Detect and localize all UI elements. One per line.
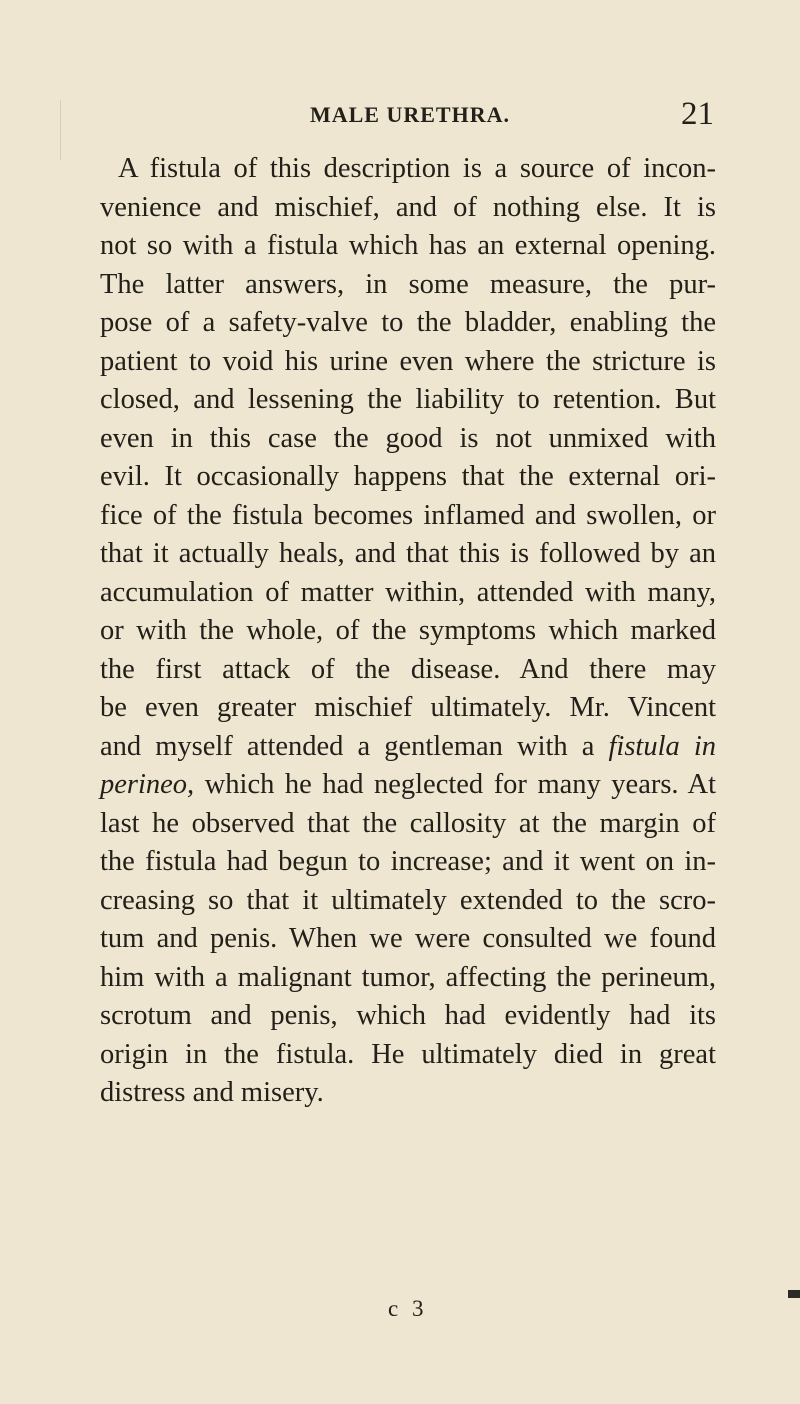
text-line: evil. It occasionally happens that the external ori- <box>100 461 716 492</box>
text-line: him with a malignant tumor, affecting the perineum, <box>100 961 716 993</box>
text-line: origin in the fistula. He ultimately died in great <box>100 1038 716 1070</box>
text-line: tum and penis. When we were consulted we found <box>100 923 716 954</box>
text-line: accumulation of matter within, attended with many, <box>100 576 716 608</box>
signature-mark: c 3 <box>388 1296 428 1321</box>
text-line: be even greater mischief ultimately. Mr. Vincent <box>100 692 716 723</box>
body-text <box>100 150 716 1113</box>
page-edge-line <box>60 100 61 160</box>
text-line: or with the whole, of the symptoms which marked <box>100 615 716 646</box>
text-line: fice of the fistula becomes inflamed and swollen, or <box>100 499 716 531</box>
text-line: pose of a safety-valve to the bladder, enabling the <box>100 307 716 338</box>
text-line: scrotum and penis, which had evidently had its <box>100 1000 716 1031</box>
text-line: last he observed that the callosity at the margin of <box>100 807 716 839</box>
text-line: A fistula of this description is a source of incon- <box>118 153 716 184</box>
text-line: patient to void his urine even where the stricture is <box>100 345 716 377</box>
text-line: not so with a fistula which has an external opening. <box>100 230 716 261</box>
text-line: the fistula had begun to increase; and it went on in- <box>100 846 716 877</box>
text-line: the first attack of the disease. And there may <box>100 653 716 685</box>
text-line-with-italic <box>100 766 716 805</box>
text-segment: which he had neglected for many years. At <box>204 769 716 800</box>
text-line: distress and misery. <box>100 1077 324 1108</box>
italic-phrase: perineo, <box>100 769 195 800</box>
edge-mark <box>788 1290 800 1298</box>
text-line: creasing so that it ultimately extended to the scro- <box>100 884 716 916</box>
text-line: venience and mischief, and of nothing else. It is <box>100 191 716 223</box>
italic-phrase: fistula in <box>608 730 716 762</box>
running-title: MALE URETHRA. <box>309 102 510 127</box>
text-line: closed, and lessening the liability to retention. But <box>100 384 716 415</box>
text-segment: and myself attended a gentleman with a <box>100 730 595 762</box>
running-header <box>100 96 720 136</box>
text-line: that it actually heals, and that this is followed by an <box>100 538 716 569</box>
page-number: 21 <box>681 96 714 132</box>
text-line: The latter answers, in some measure, the pur- <box>100 268 716 300</box>
text-line: even in this case the good is not unmixed with <box>100 422 716 454</box>
text-line-with-italic <box>100 728 716 767</box>
